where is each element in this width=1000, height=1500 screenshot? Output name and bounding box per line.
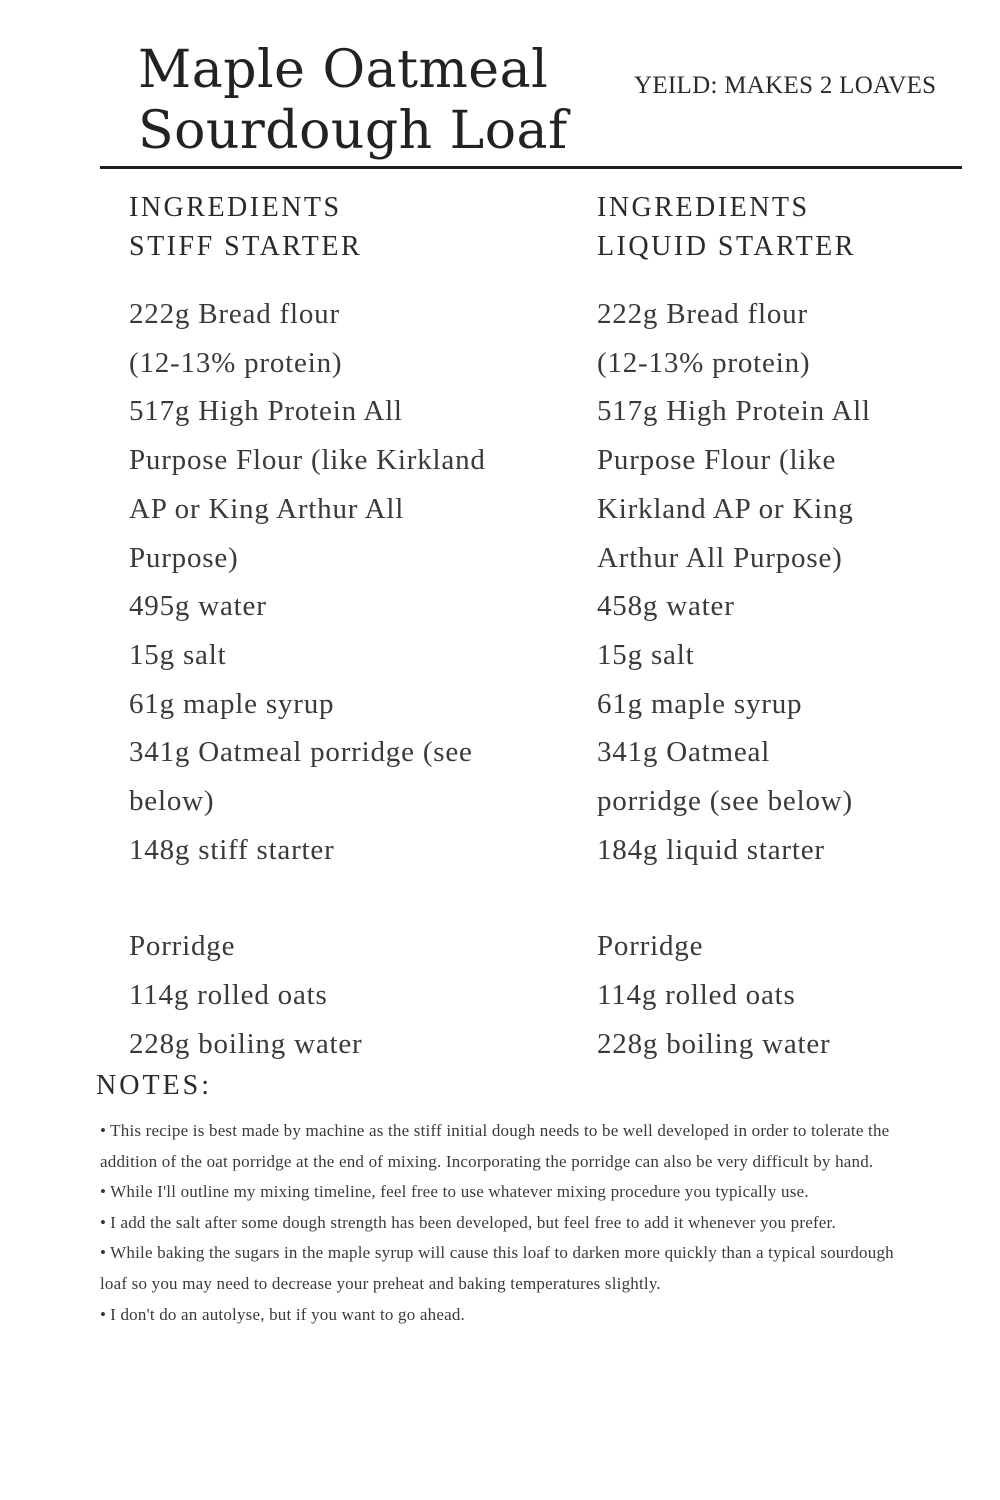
ingredient-line: porridge (see below)	[597, 785, 853, 818]
ingredient-line: 222g Bread flour	[129, 298, 340, 330]
note-text: I add the salt after some dough strength has been developed, but feel free to add it whenever you prefer.	[110, 1212, 836, 1232]
ingredient-line: (12-13% protein)	[129, 346, 343, 379]
bullet-icon: •	[100, 1182, 107, 1202]
bullet-icon: •	[100, 1243, 107, 1263]
bullet-icon: •	[100, 1121, 107, 1140]
note-item	[100, 1116, 905, 1177]
title-divider	[100, 166, 962, 169]
porridge-title: Porridge	[129, 930, 236, 963]
ingredient-line: 15g salt	[129, 638, 227, 671]
stiff-porridge-block	[129, 922, 529, 1068]
porridge-list	[597, 971, 927, 1068]
liquid-ingredient-list	[597, 290, 927, 874]
note-text: While I'll outline my mixing timeline, feel free to use whatever mixing procedure you typically use.	[110, 1182, 809, 1202]
liquid-porridge-block	[597, 922, 927, 1068]
ingredient-line: Arthur All Purpose)	[597, 541, 843, 574]
note-text: I don't do an autolyse, but if you want to go ahead.	[110, 1304, 465, 1324]
recipe-title	[138, 40, 568, 162]
liquid-starter-heading	[597, 188, 927, 266]
note-text: While baking the sugars in the maple syrup will cause this loaf to darken more quickly than a typical sourdough loaf so you may need to decrease your preheat and baking temperatures slightly.	[100, 1243, 894, 1293]
ingredient-line: 61g maple syrup	[129, 687, 335, 720]
porridge-line: 228g boiling water	[129, 1027, 363, 1060]
stiff-heading-line2: STIFF STARTER	[129, 231, 363, 262]
ingredient-line: 341g Oatmeal porridge (see	[129, 736, 473, 769]
stiff-starter-column	[129, 188, 529, 1069]
yield-label: YEILD: MAKES 2 LOAVES	[634, 72, 937, 99]
note-text: This recipe is best made by machine as the stiff initial dough needs to be well developed in order to tolerate the addition of the oat porridge at the end of mixing. Incorporating the porridge can also be very difficult by hand.	[100, 1121, 890, 1171]
note-item	[100, 1208, 905, 1239]
note-item	[100, 1300, 905, 1331]
note-item	[100, 1238, 905, 1299]
notes-heading: NOTES:	[96, 1070, 212, 1101]
ingredient-line: 517g High Protein All	[597, 395, 871, 428]
liquid-heading-line1: INGREDIENTS	[597, 192, 810, 223]
ingredient-line: AP or King Arthur All	[129, 492, 405, 525]
ingredient-line: below)	[129, 785, 215, 818]
liquid-heading-line2: LIQUID STARTER	[597, 231, 856, 262]
ingredient-line: 61g maple syrup	[597, 687, 803, 720]
porridge-line: 114g rolled oats	[129, 979, 328, 1012]
ingredient-line: 458g water	[597, 590, 735, 623]
ingredient-line: Purpose Flour (like	[597, 444, 837, 477]
bullet-icon: •	[100, 1212, 107, 1232]
recipe-title-line1: Maple Oatmeal	[138, 40, 549, 100]
ingredient-line: 15g salt	[597, 638, 695, 671]
ingredient-line: 222g Bread flour	[597, 298, 808, 330]
note-item	[100, 1177, 905, 1208]
ingredient-line: 184g liquid starter	[597, 833, 825, 866]
notes-list	[100, 1116, 905, 1330]
ingredient-line: 495g water	[129, 590, 267, 623]
ingredient-line: 148g stiff starter	[129, 833, 335, 866]
bullet-icon: •	[100, 1304, 107, 1324]
ingredient-line: (12-13% protein)	[597, 346, 811, 379]
liquid-starter-column	[597, 188, 927, 1069]
stiff-heading-line1: INGREDIENTS	[129, 192, 342, 223]
porridge-line: 114g rolled oats	[597, 979, 796, 1012]
ingredient-line: Purpose)	[129, 541, 239, 574]
ingredient-line: 341g Oatmeal	[597, 736, 771, 769]
stiff-starter-heading	[129, 188, 529, 266]
stiff-ingredient-list	[129, 290, 529, 874]
recipe-title-line2: Sourdough Loaf	[138, 101, 568, 161]
ingredient-line: 517g High Protein All	[129, 395, 403, 428]
porridge-line: 228g boiling water	[597, 1027, 831, 1060]
porridge-title: Porridge	[597, 930, 704, 963]
porridge-list	[129, 971, 529, 1068]
ingredient-line: Purpose Flour (like Kirkland	[129, 444, 486, 477]
ingredient-line: Kirkland AP or King	[597, 492, 854, 525]
